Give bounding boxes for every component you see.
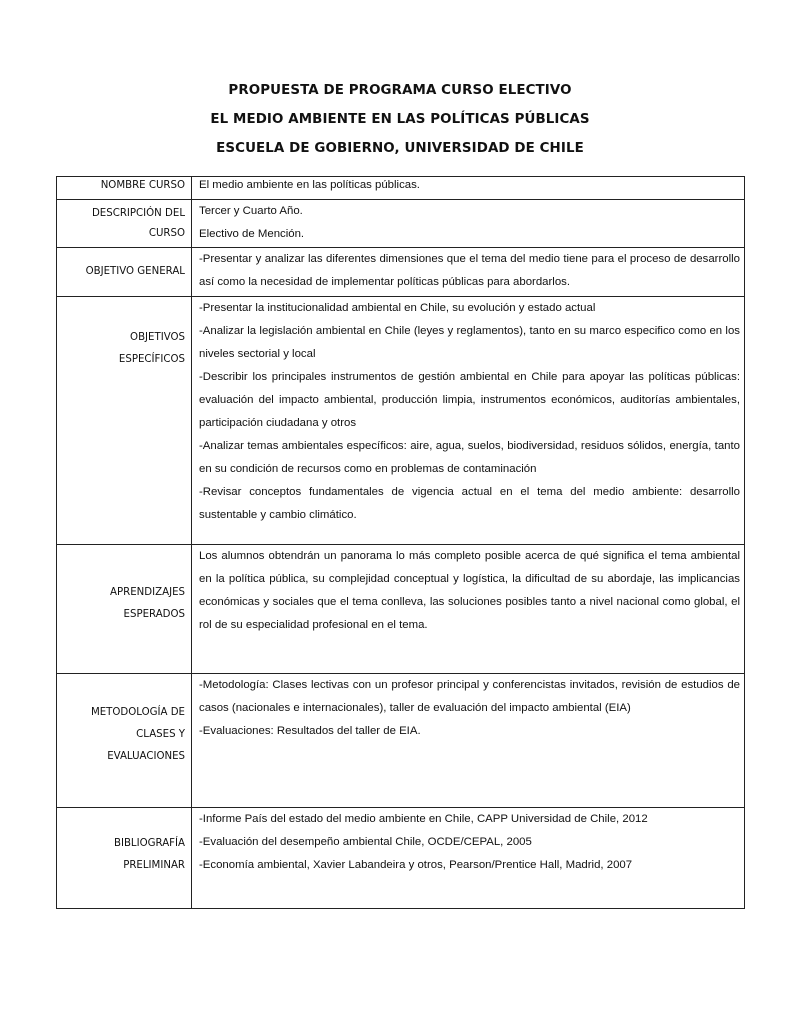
row-paragraph: -Analizar temas ambientales específicos: aire, agua, suelos, biodiversidad, residuos sólidos, energía, tanto en su condición de recursos como en problemas de contaminación	[199, 440, 740, 475]
row-paragraph: Electivo de Mención.	[199, 228, 305, 240]
row-paragraph: -Economía ambiental, Xavier Labandeira y otros, Pearson/Prentice Hall, Madrid, 2007	[199, 859, 633, 871]
row-content-cell	[192, 200, 745, 248]
row-label-line: METODOLOGÍA DE	[90, 707, 185, 718]
table-row-nombre-curso	[57, 177, 745, 200]
row-paragraph: -Informe País del estado del medio ambiente en Chile, CAPP Universidad de Chile, 2012	[199, 813, 648, 825]
table-row-objetivos-especificos	[57, 297, 745, 545]
row-content-cell	[192, 808, 745, 909]
row-label-cell	[57, 248, 192, 297]
row-paragraph: -Evaluación del desempeño ambiental Chile, OCDE/CEPAL, 2005	[199, 836, 532, 848]
row-label-cell	[57, 545, 192, 674]
table-row-descripcion-curso	[57, 200, 745, 248]
row-content-cell	[192, 674, 745, 808]
table-row-aprendizajes-esperados	[57, 545, 745, 674]
row-paragraph: -Describir los principales instrumentos de gestión ambiental en Chile para apoyar las políticas públicas: evaluación del impacto ambiental, producción limpia, instrumentos económicos, auditorías ambientales, participación ciudadana y otros	[199, 371, 740, 429]
row-paragraph: El medio ambiente en las políticas públicas.	[199, 179, 420, 191]
row-paragraph: Tercer y Cuarto Año.	[199, 205, 303, 217]
row-content-cell	[192, 177, 745, 200]
row-label-line: ESPERADOS	[123, 609, 185, 620]
title-line-school: ESCUELA DE GOBIERNO, UNIVERSIDAD DE CHILE	[216, 141, 584, 156]
table-row-objetivo-general	[57, 248, 745, 297]
table-row-metodologia	[57, 674, 745, 808]
row-label-line: BIBLIOGRAFÍA	[113, 838, 185, 849]
row-label-cell	[57, 808, 192, 909]
row-paragraph: -Evaluaciones: Resultados del taller de EIA.	[199, 725, 421, 737]
row-content-cell	[192, 248, 745, 297]
row-paragraph: -Analizar la legislación ambiental en Chile (leyes y reglamentos), tanto en su marco especifico como en los niveles sectorial y local	[199, 325, 740, 360]
row-label-cell	[57, 674, 192, 808]
document-title-block	[0, 76, 800, 163]
row-paragraph: -Revisar conceptos fundamentales de vigencia actual en el tema del medio ambiente: desarrollo sustentable y cambio climático.	[199, 486, 740, 521]
row-label-line: CLASES Y	[136, 729, 185, 740]
row-content-cell	[192, 545, 745, 674]
row-label-line: OBJETIVO GENERAL	[85, 266, 185, 277]
row-content-cell	[192, 297, 745, 545]
row-label-line: DESCRIPCIÓN DEL	[91, 208, 185, 219]
row-paragraph: -Presentar la institucionalidad ambiental en Chile, su evolución y estado actual	[199, 302, 596, 314]
row-label-line: ESPECÍFICOS	[118, 354, 185, 365]
table-row-bibliografia	[57, 808, 745, 909]
row-label-line: EVALUACIONES	[107, 751, 185, 762]
row-paragraph: Los alumnos obtendrán un panorama lo más completo posible acerca de qué significa el tema ambiental en la política pública, su complejidad conceptual y logística, la dificultad de su abordaje, las implicancias económicas y sociales que el tema conlleva, las soluciones posibles tanto a nivel nacional como global, el rol de su especialidad profesional en el tema.	[199, 550, 740, 631]
program-table	[56, 176, 745, 909]
title-line-program: PROPUESTA DE PROGRAMA CURSO ELECTIVO	[228, 83, 572, 98]
row-label-line: OBJETIVOS	[130, 332, 185, 343]
row-label-cell	[57, 297, 192, 545]
row-paragraph: -Metodología: Clases lectivas con un profesor principal y conferencistas invitados, revisión de estudios de casos (nacionales e internacionales), taller de evaluación del impacto ambiental (EIA)	[199, 679, 740, 714]
row-label-line: APRENDIZAJES	[110, 587, 185, 598]
row-label-cell	[57, 200, 192, 248]
row-label-line: PRELIMINAR	[123, 860, 185, 871]
title-line-course: EL MEDIO AMBIENTE EN LAS POLÍTICAS PÚBLICAS	[210, 112, 590, 127]
row-label-line: CURSO	[148, 228, 185, 239]
row-paragraph: -Presentar y analizar las diferentes dimensiones que el tema del medio tiene para el proceso de desarrollo así como la necesidad de implementar políticas públicas para abordarlos.	[199, 253, 740, 288]
row-label-line: NOMBRE CURSO	[100, 180, 185, 191]
row-label-cell	[57, 177, 192, 200]
